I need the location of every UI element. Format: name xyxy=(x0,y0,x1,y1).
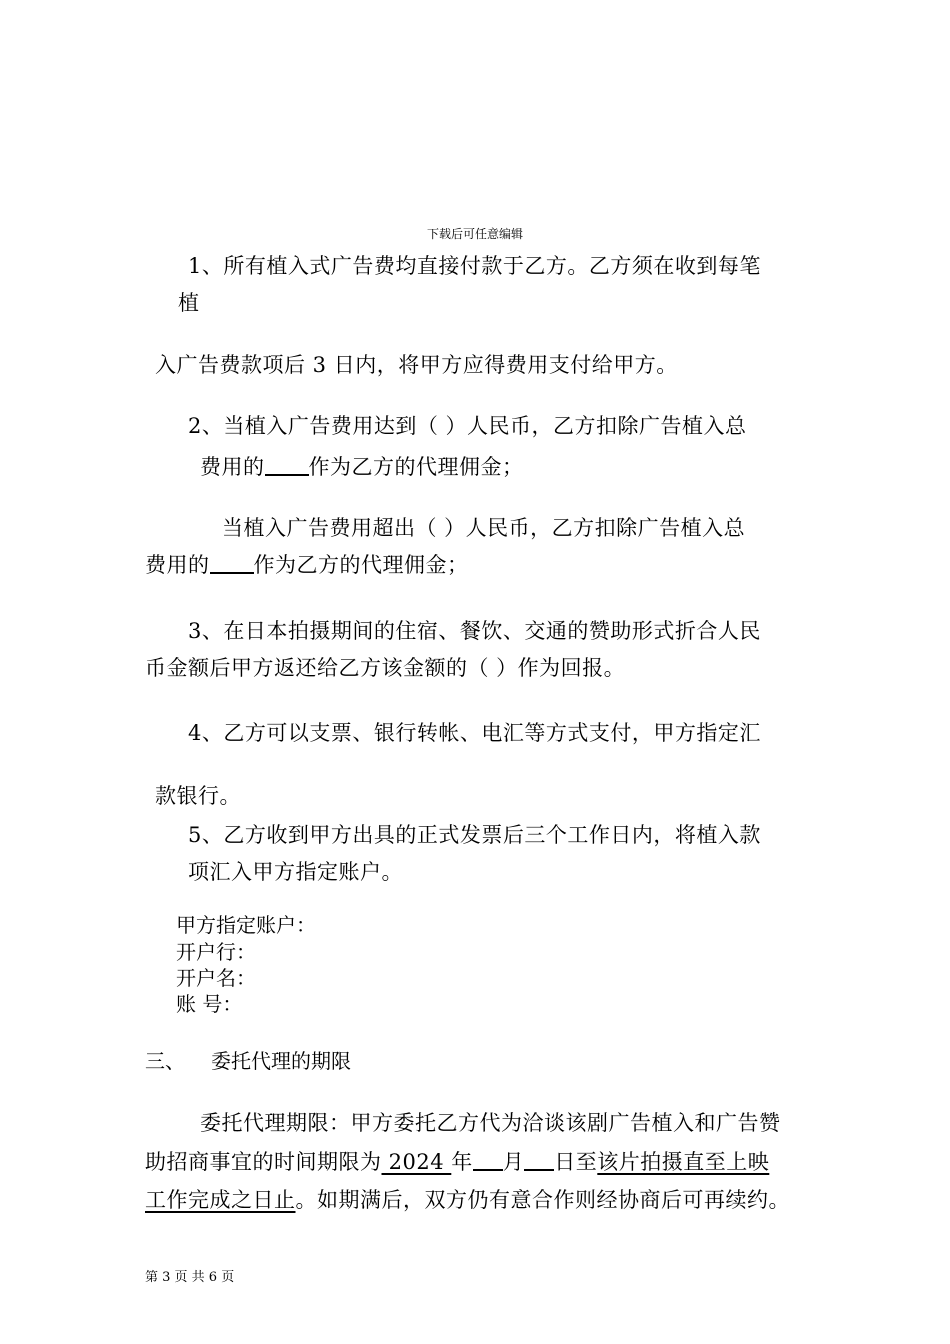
clause-2b-text-b: 作为乙方的代理佣金； xyxy=(253,553,469,577)
term-year: 2024 xyxy=(381,1150,452,1174)
section-3-line-3 xyxy=(145,1190,790,1211)
section-3-number: 三、 xyxy=(145,1049,185,1073)
account-title: 甲方指定账户： xyxy=(176,913,316,937)
renewal-text: 。如期满后，双方仍有意合作则经协商后可再续约。 xyxy=(295,1188,790,1212)
term-text-a: 助招商事宜的时间期限为 xyxy=(145,1150,382,1174)
commission-blank-2 xyxy=(210,571,254,574)
clause-2-text-b: 作为乙方的代理佣金； xyxy=(308,455,524,479)
clause-1-line-3: 入广告费款项后 3 日内，将甲方应得费用支付给甲方。 xyxy=(155,353,678,377)
clause-1-line-1: 1、所有植入式广告费均直接付款于乙方。乙方须在收到每笔 xyxy=(188,254,761,278)
account-bank: 开户行： xyxy=(176,940,256,964)
clause-4-line-1: 4、乙方可以支票、银行转帐、电汇等方式支付，甲方指定汇 xyxy=(188,721,761,745)
clause-1-line-2: 植 xyxy=(178,291,200,315)
section-3-title: 委托代理的期限 xyxy=(211,1049,351,1073)
account-name: 开户名： xyxy=(176,966,256,990)
clause-2b-text-a: 费用的 xyxy=(145,553,210,577)
account-number: 账 号： xyxy=(176,992,243,1016)
clause-2b-line-2 xyxy=(145,555,469,576)
clause-5-line-2: 项汇入甲方指定账户。 xyxy=(188,860,403,884)
section-3-line-1: 委托代理期限：甲方委托乙方代为洽谈该剧广告植入和广告赞 xyxy=(200,1111,781,1135)
term-day-unit: 日至 xyxy=(554,1150,598,1174)
clause-3-line-2: 币金额后甲方返还给乙方该金额的（ ）作为回报。 xyxy=(145,656,626,680)
page-header: 下载后可任意编辑 xyxy=(426,227,523,241)
clause-2b-line-1: 当植入广告费用超出（ ）人民币，乙方扣除广告植入总 xyxy=(222,516,746,540)
commission-blank-1 xyxy=(265,473,309,476)
day-blank xyxy=(524,1168,554,1171)
term-year-unit: 年 xyxy=(451,1150,473,1174)
clause-5-line-1: 5、乙方收到甲方出具的正式发票后三个工作日内，将植入款 xyxy=(188,823,761,847)
term-end-text: 该片拍摄直至上映 xyxy=(597,1150,770,1174)
clause-2-line-1: 2、当植入广告费用达到（ ）人民币，乙方扣除广告植入总 xyxy=(188,414,747,438)
clause-3-line-1: 3、在日本拍摄期间的住宿、餐饮、交通的赞助形式折合人民 xyxy=(188,619,761,643)
clause-4-line-2: 款银行。 xyxy=(155,784,241,808)
clause-2-line-2 xyxy=(200,457,524,478)
section-3-line-2 xyxy=(145,1152,769,1173)
term-month-unit: 月 xyxy=(502,1150,525,1174)
page-footer: 第 3 页 共 6 页 xyxy=(145,1270,235,1285)
clause-2-text-a: 费用的 xyxy=(200,455,265,479)
term-end-text-2: 工作完成之日止 xyxy=(145,1188,296,1212)
month-blank xyxy=(473,1168,503,1171)
